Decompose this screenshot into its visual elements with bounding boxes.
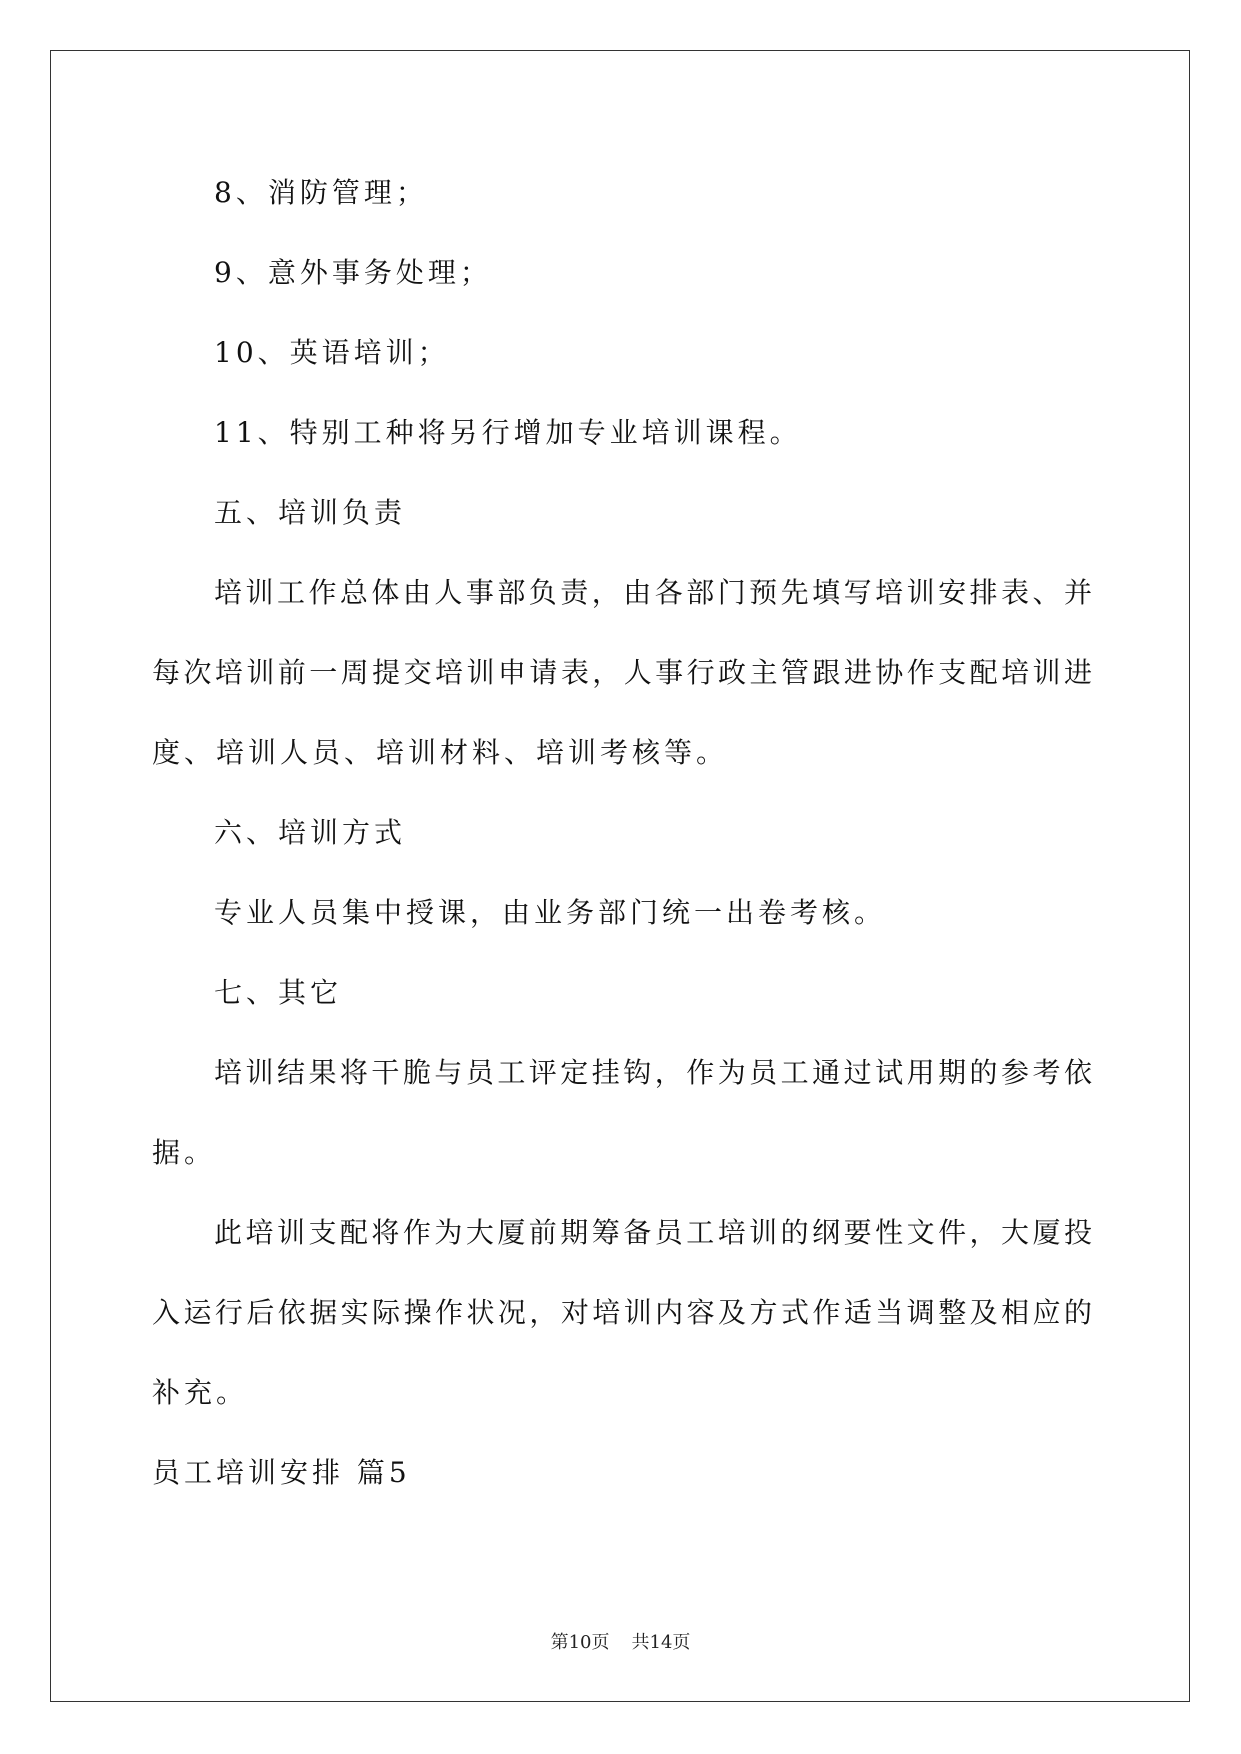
list-item-8: 8、消防管理；	[214, 176, 428, 209]
section-heading-7: 七、其它	[214, 976, 343, 1009]
page-total: 共14页	[631, 1632, 691, 1653]
page-number: 第10页	[550, 1632, 610, 1653]
page-frame	[50, 50, 1190, 1702]
section-heading-5: 五、培训负责	[214, 496, 407, 529]
paragraph-line: 补充。	[152, 1376, 249, 1409]
paragraph-line: 专业人员集中授课，由业务部门统一出卷考核。	[214, 896, 887, 929]
section-title: 员工培训安排 篇5	[152, 1456, 411, 1489]
list-item-11: 11、特别工种将另行增加专业培训课程。	[214, 416, 802, 449]
list-item-10: 10、英语培训；	[214, 336, 450, 369]
paragraph-line: 培训工作总体由人事部负责，由各部门预先填写培训安排表、并	[214, 576, 1092, 609]
paragraph-line: 此培训支配将作为大厦前期筹备员工培训的纲要性文件，大厦投	[214, 1216, 1092, 1249]
paragraph-line: 每次培训前一周提交培训申请表，人事行政主管跟进协作支配培训进	[152, 656, 1092, 689]
paragraph-line: 入运行后依据实际操作状况，对培训内容及方式作适当调整及相应的	[152, 1296, 1092, 1329]
page-footer	[0, 1628, 1241, 1654]
paragraph-line: 培训结果将干脆与员工评定挂钩，作为员工通过试用期的参考依	[214, 1056, 1092, 1089]
paragraph-line: 据。	[152, 1136, 217, 1169]
section-heading-6: 六、培训方式	[214, 816, 407, 849]
list-item-9: 9、意外事务处理；	[214, 256, 492, 289]
paragraph-line: 度、培训人员、培训材料、培训考核等。	[152, 736, 729, 769]
